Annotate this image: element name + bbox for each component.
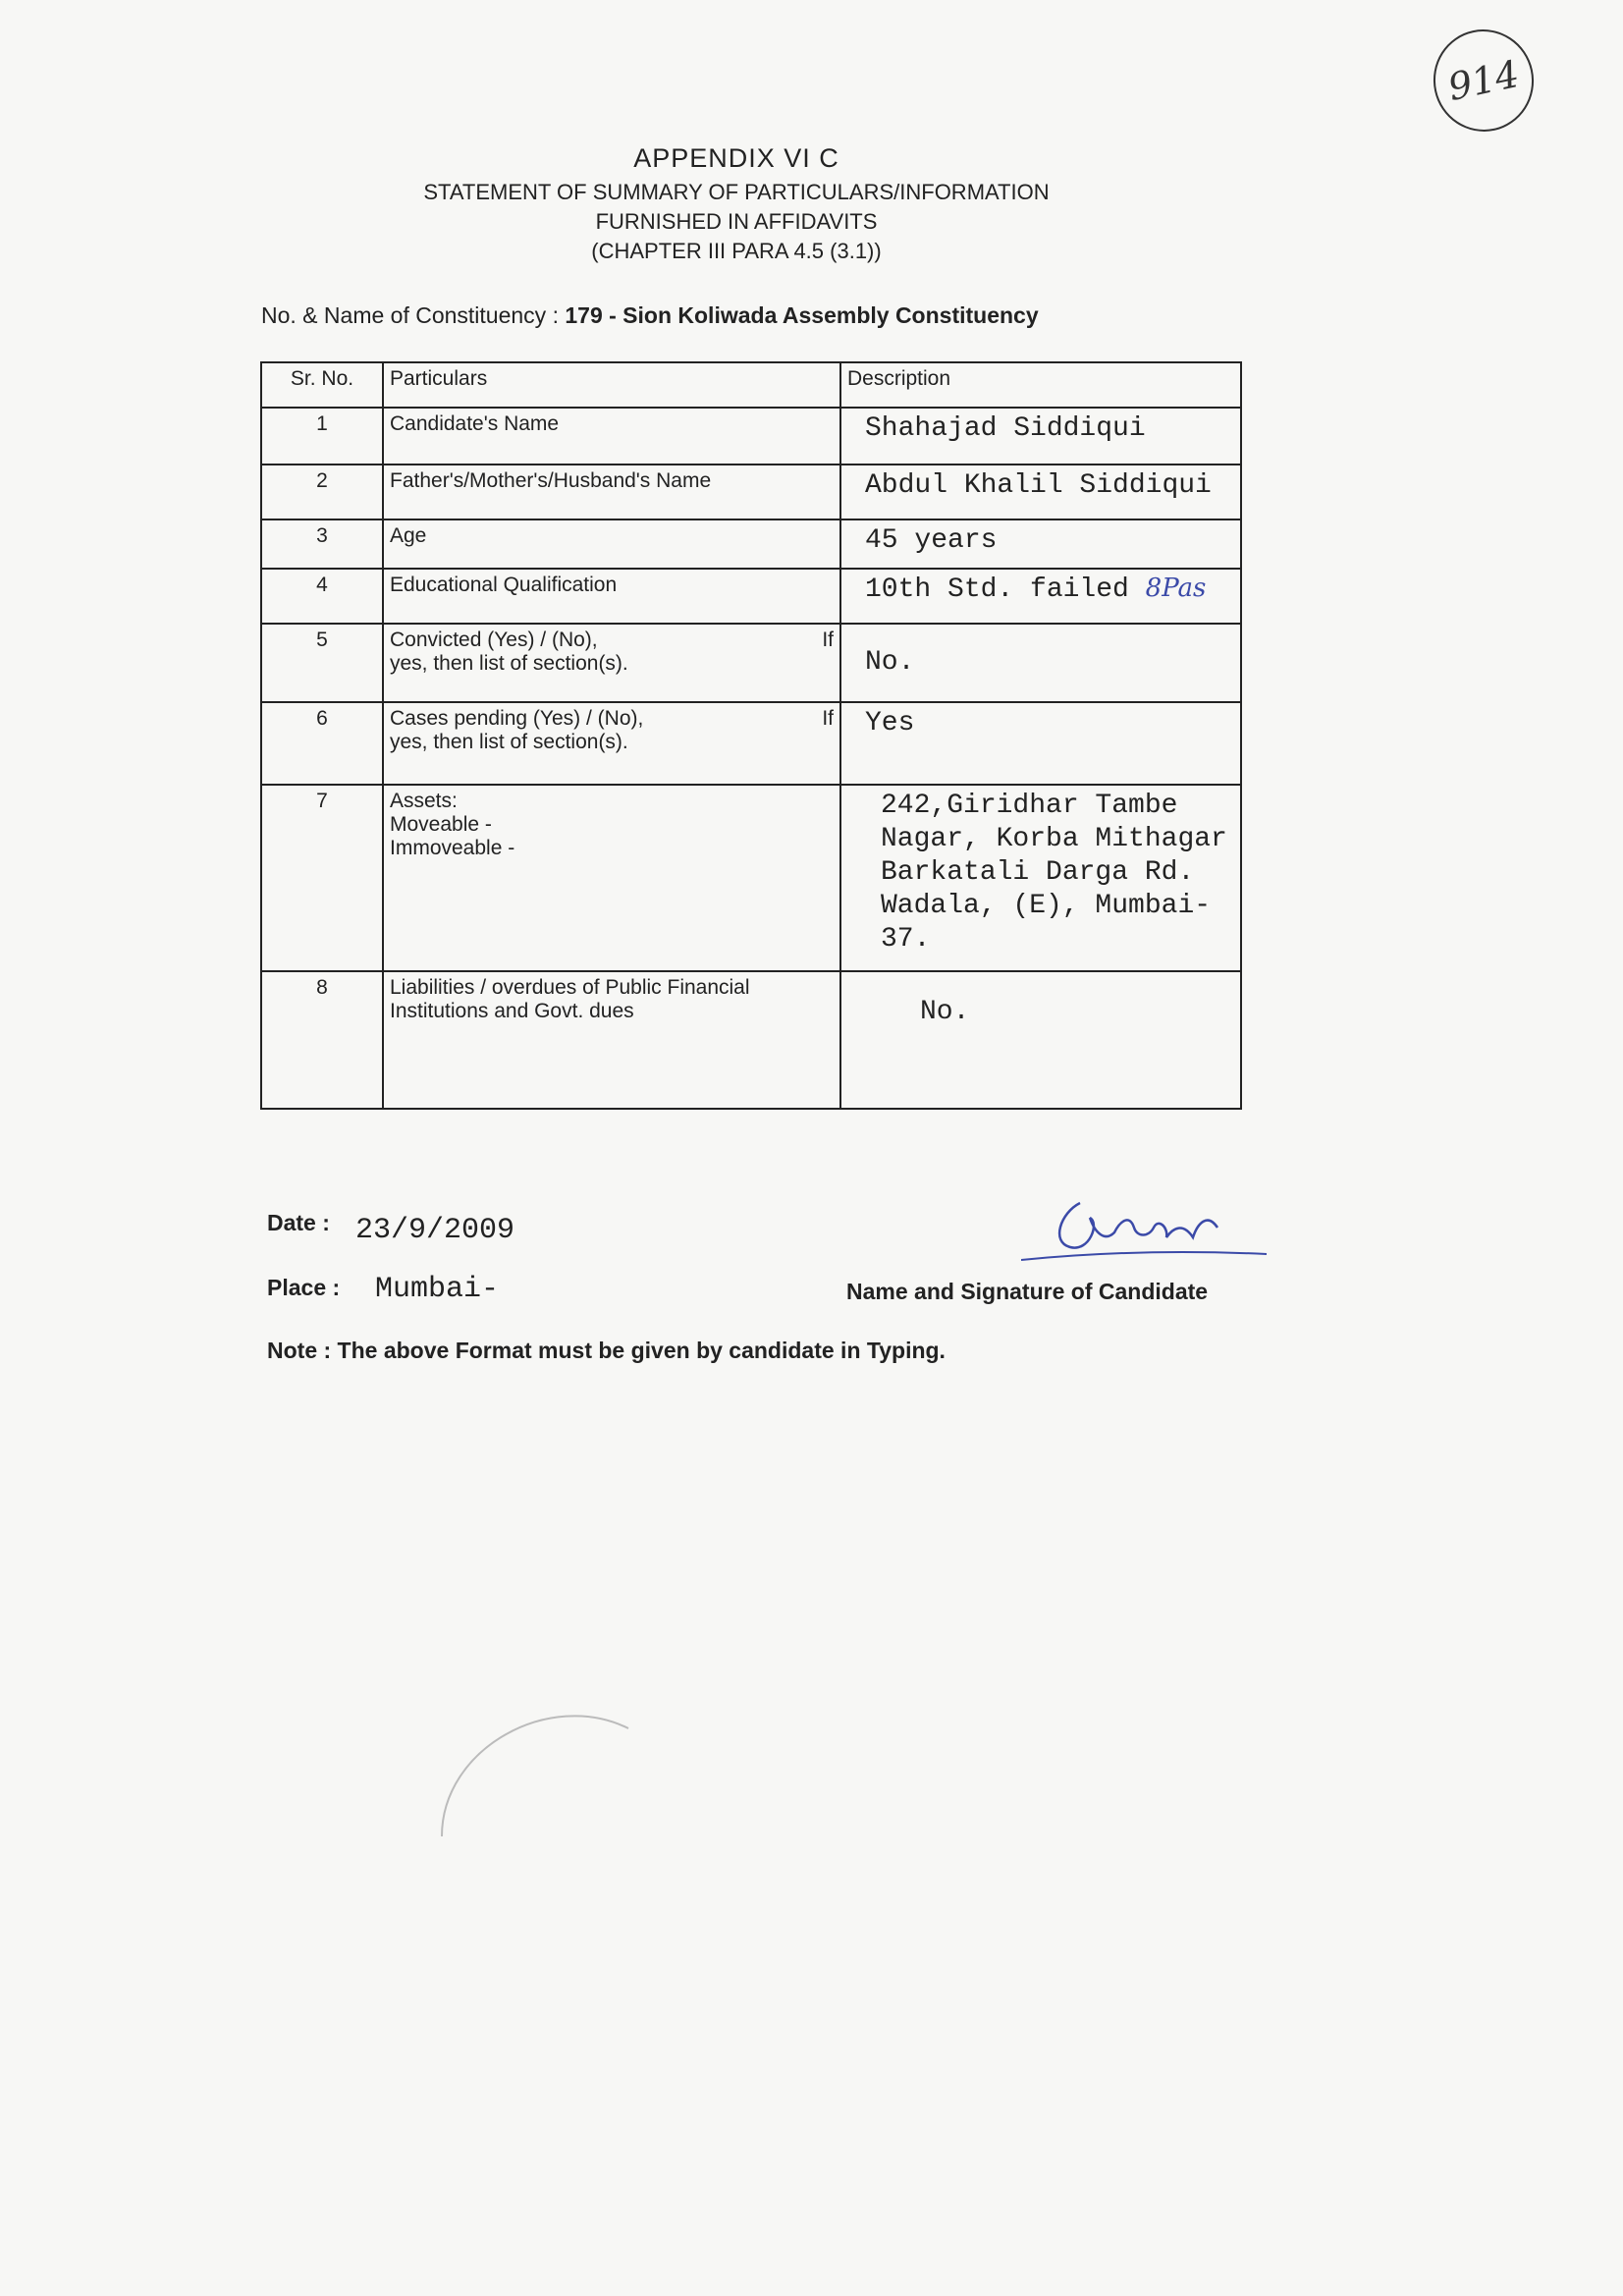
table-row [261,702,1241,785]
faint-stamp-arc [432,1689,727,1984]
particular-line: Cases pending (Yes) / (No), [390,707,644,730]
table-row [261,519,1241,569]
particular-if: If [822,629,834,651]
row-description [840,971,1241,1109]
description-line: Shahajad Siddiqui [865,413,1146,444]
row-sr: 7 [261,785,383,971]
row-particular: Candidate's Name [383,408,840,465]
particular-line-2: yes, then list of section(s). [390,652,628,675]
format-note: Note : The above Format must be given by candidate in Typing. [267,1338,946,1363]
row-particular [383,624,840,702]
row-description [840,569,1241,624]
table-row [261,569,1241,624]
candidate-signature [1021,1193,1276,1272]
signature-caption: Name and Signature of Candidate [846,1279,1209,1304]
row-particular: Age [383,519,840,569]
row-description [840,519,1241,569]
particular-line: Convicted (Yes) / (No), [390,629,598,651]
description-line: Yes [865,708,915,738]
constituency-value: 179 - Sion Koliwada Assembly Constituency [565,302,1039,328]
row-sr: 6 [261,702,383,785]
row-description [840,624,1241,702]
row-description [840,702,1241,785]
handwritten-annotation: 8Pas [1145,574,1207,603]
header-line-3: (CHAPTER III PARA 4.5 (3.1)) [591,239,882,263]
description-line: 45 years [865,525,998,556]
description-line: No. [920,997,970,1027]
row-particular: Father's/Mother's/Husband's Name [383,465,840,519]
particulars-table [260,361,1242,1110]
particular-line: Liabilities / overdues of Public Financial [390,976,750,999]
date-value: 23/9/2009 [355,1214,515,1247]
place-label: Place : [267,1275,341,1300]
row-particular [383,971,840,1109]
constituency-label: No. & Name of Constituency : [261,302,559,328]
header-line-2: FURNISHED IN AFFIDAVITS [595,209,878,234]
row-description [840,465,1241,519]
row-sr: 8 [261,971,383,1109]
header-sr-no: Sr. No. [261,362,383,408]
particular-line-2: Moveable - [390,813,492,836]
row-particular [383,785,840,971]
row-particular: Educational Qualification [383,569,840,624]
particular-line: Assets: [390,790,458,812]
address-line: Wadala, (E), Mumbai-37. [881,891,1212,955]
place-value: Mumbai- [375,1273,500,1306]
table-header-row [261,362,1241,408]
row-sr: 3 [261,519,383,569]
address-line: 242,Giridhar Tambe [881,791,1178,821]
particular-line-2: yes, then list of section(s). [390,731,628,753]
table-row [261,408,1241,465]
page-number-stamp: 914 [1424,21,1542,141]
address-line: Barkatali Darga Rd. [881,857,1195,888]
particular-line-2: Institutions and Govt. dues [390,1000,634,1022]
table-row [261,624,1241,702]
row-sr: 2 [261,465,383,519]
row-particular [383,702,840,785]
row-description [840,408,1241,465]
description-line: No. [865,647,915,678]
header-particulars: Particulars [383,362,840,408]
constituency-line [261,302,1039,329]
table-row [261,785,1241,971]
appendix-title: APPENDIX VI C [633,143,839,173]
row-sr: 1 [261,408,383,465]
row-sr: 5 [261,624,383,702]
row-description [840,785,1241,971]
document-header [295,143,1178,266]
row-sr: 4 [261,569,383,624]
address-line: Nagar, Korba Mithagar [881,824,1227,854]
date-label: Date : [267,1210,330,1235]
header-line-1: STATEMENT OF SUMMARY OF PARTICULARS/INFORMATION [423,180,1050,204]
table-row [261,465,1241,519]
table-row [261,971,1241,1109]
particular-if: If [822,707,834,730]
header-description: Description [840,362,1241,408]
particular-line-3: Immoveable - [390,837,515,859]
description-line: 10th Std. failed [865,574,1129,605]
description-line: Abdul Khalil Siddiqui [865,470,1212,501]
